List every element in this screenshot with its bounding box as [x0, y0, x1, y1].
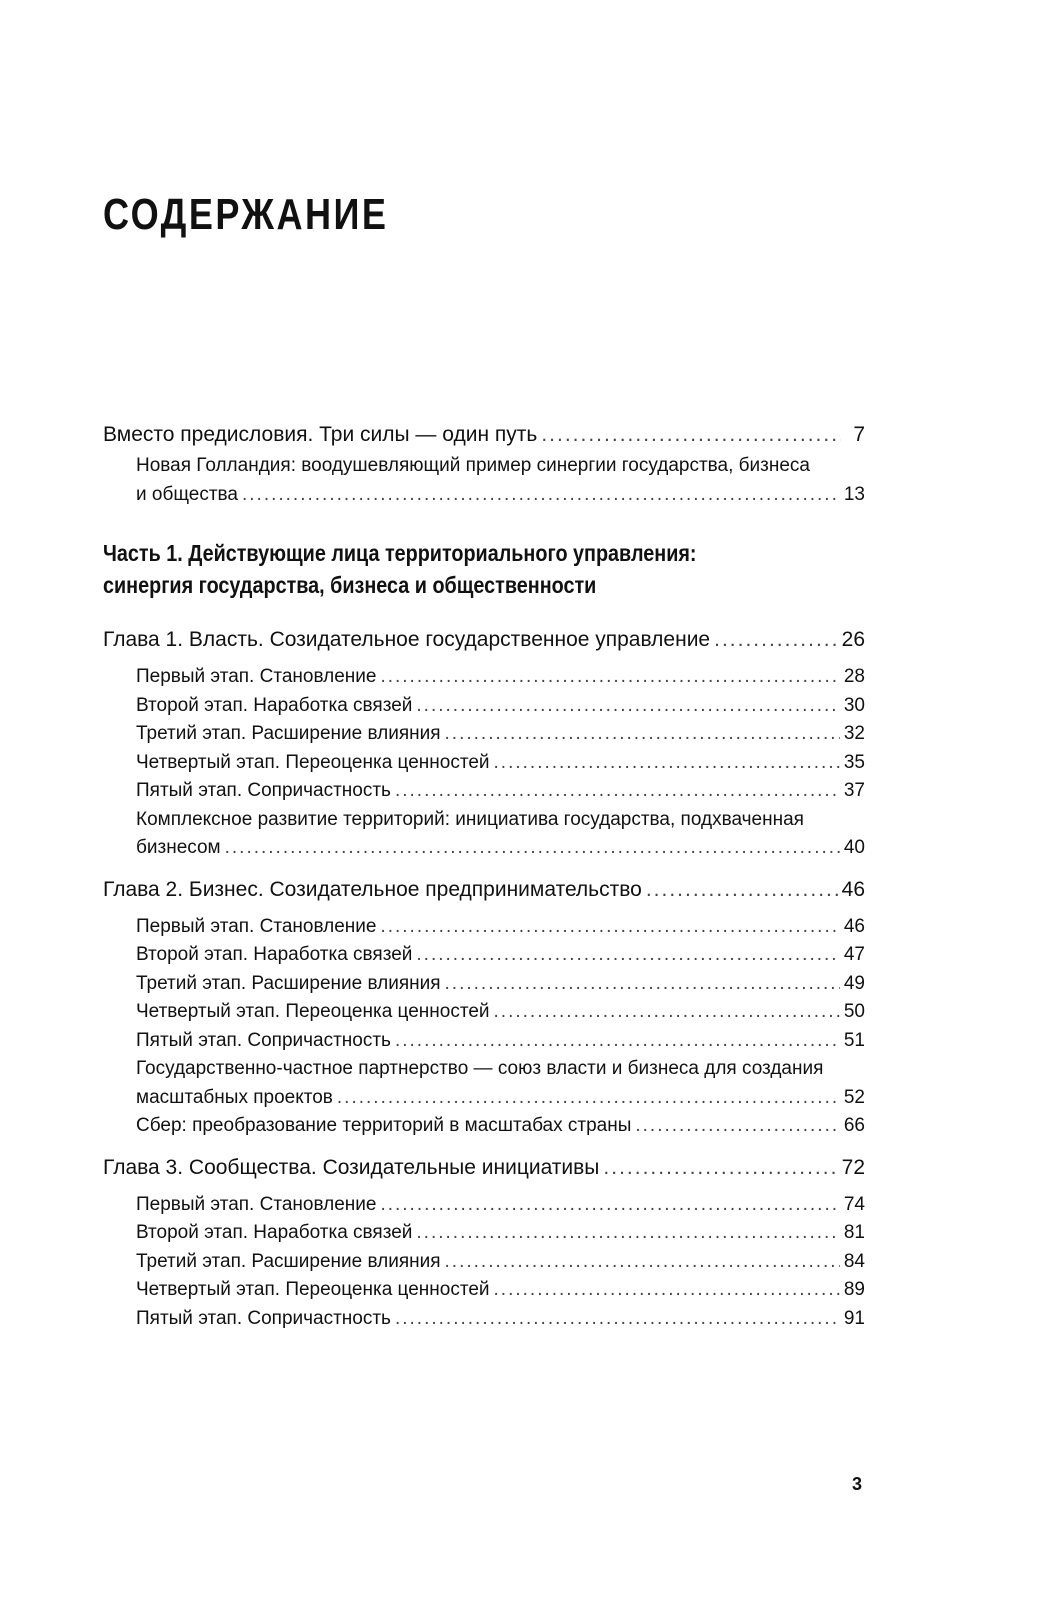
- toc-page-number: 37: [843, 780, 865, 801]
- toc-chapter-2[interactable]: [103, 873, 865, 907]
- toc-entry-line2: [136, 1084, 865, 1113]
- toc-entry-label-line1: Новая Голландия: воодушевляющий пример синергии государства, бизнеса: [136, 455, 810, 476]
- toc-subentry[interactable]: [103, 941, 865, 970]
- toc-page-number: 13: [843, 483, 865, 505]
- toc-entry-label: Глава 1. Власть. Созидательное государственное управление: [103, 628, 711, 651]
- toc-subentry[interactable]: [103, 970, 865, 999]
- toc-subentry[interactable]: [103, 1027, 865, 1056]
- toc-page-number: 72: [841, 1155, 865, 1179]
- dot-leader: [603, 1151, 837, 1185]
- toc-entry-line2: [136, 834, 865, 863]
- dot-leader: [541, 418, 841, 452]
- toc-subentry[interactable]: [103, 1191, 865, 1220]
- toc-entry-label: масштабных проектов: [136, 1086, 333, 1108]
- toc-entry-label: Четвертый этап. Переоценка ценностей: [136, 751, 490, 773]
- toc-page-number: 81: [843, 1222, 865, 1243]
- toc-page-number: 46: [841, 877, 865, 901]
- toc-page-number: 26: [841, 628, 865, 651]
- toc-page-number: 50: [843, 1001, 865, 1022]
- toc-chapter-1[interactable]: [103, 623, 865, 657]
- part-heading-line2: синергия государства, бизнеса и общественности: [103, 572, 597, 598]
- toc-entry-label: Пятый этап. Сопричастность: [136, 1029, 391, 1051]
- dot-leader: [416, 1219, 839, 1248]
- toc-subentry[interactable]: [103, 913, 865, 942]
- toc-page-number: 40: [843, 837, 865, 858]
- toc-entry-label: Четвертый этап. Переоценка ценностей: [136, 1001, 490, 1022]
- toc-page-number: 47: [843, 944, 865, 965]
- toc-page-number: 35: [843, 751, 865, 773]
- table-of-contents: [103, 418, 865, 1333]
- toc-entry-label-line2: и общества: [136, 483, 238, 505]
- toc-page-number: 49: [843, 972, 865, 994]
- toc-subentry[interactable]: [103, 663, 865, 692]
- page-title: СОДЕРЖАНИЕ: [103, 190, 389, 239]
- toc-entry-label: Сбер: преобразование территорий в масштабах страны: [136, 1115, 632, 1136]
- toc-entry-label: Первый этап. Становление: [136, 915, 377, 937]
- toc-entry-new-holland[interactable]: [103, 452, 865, 509]
- toc-page-number: 46: [843, 915, 865, 937]
- toc-entry-label: Третий этап. Расширение влияния: [136, 972, 441, 994]
- dot-leader: [646, 873, 838, 907]
- toc-entry-intro[interactable]: [103, 418, 865, 452]
- dot-leader: [380, 663, 839, 692]
- toc-subentry[interactable]: [103, 1305, 865, 1334]
- dot-leader: [635, 1112, 840, 1141]
- toc-chapter-3[interactable]: [103, 1151, 865, 1185]
- toc-page-number: 30: [843, 694, 865, 716]
- toc-entry-label: Второй этап. Наработка связей: [136, 944, 413, 965]
- toc-entry-label: Пятый этап. Сопричастность: [136, 1307, 391, 1329]
- toc-entry-label: Первый этап. Становление: [136, 1193, 377, 1215]
- toc-subentry[interactable]: [103, 998, 865, 1027]
- page-number: 3: [852, 1474, 863, 1494]
- dot-leader: [416, 692, 839, 721]
- toc-page-number: 28: [843, 666, 865, 687]
- dot-leader: [494, 998, 840, 1027]
- toc-page-number: 89: [843, 1279, 865, 1300]
- toc-subentry-multiline[interactable]: [103, 1055, 865, 1112]
- part-heading-line1: Часть 1. Действующие лица территориального управления:: [103, 540, 697, 566]
- toc-page-number: 74: [843, 1193, 865, 1215]
- toc-entry-label: Пятый этап. Сопричастность: [136, 780, 391, 801]
- toc-entry-label: Второй этап. Наработка связей: [136, 1222, 413, 1243]
- dot-leader: [416, 941, 839, 970]
- toc-entry-label: Глава 3. Сообщества. Созидательные инициативы: [103, 1155, 600, 1179]
- toc-entry-label: бизнесом: [136, 837, 221, 858]
- dot-leader: [395, 1027, 840, 1056]
- toc-subentry[interactable]: [103, 1276, 865, 1305]
- toc-subentry[interactable]: [103, 1248, 865, 1277]
- toc-entry-label: Глава 2. Бизнес. Созидательное предпринимательство: [103, 877, 642, 901]
- toc-subentry[interactable]: [103, 1219, 865, 1248]
- toc-entry-label: Вместо предисловия. Три силы — один путь: [103, 423, 538, 446]
- toc-page-number: 7: [853, 423, 865, 446]
- toc-entry-label: Третий этап. Расширение влияния: [136, 1250, 441, 1272]
- toc-page-number: 51: [843, 1029, 865, 1051]
- toc-subentry[interactable]: [103, 777, 865, 806]
- chapters-list: [103, 623, 865, 1333]
- toc-page-number: 52: [843, 1086, 865, 1108]
- toc-page-number: 32: [843, 723, 865, 744]
- dot-leader: [242, 481, 840, 510]
- dot-leader: [380, 1191, 839, 1220]
- toc-entry-label: Третий этап. Расширение влияния: [136, 723, 441, 744]
- toc-subentry-multiline[interactable]: [103, 806, 865, 863]
- dot-leader: [714, 623, 838, 657]
- dot-leader: [494, 749, 840, 778]
- toc-subentry[interactable]: [103, 1112, 865, 1141]
- dot-leader: [445, 970, 840, 999]
- dot-leader: [395, 1305, 840, 1334]
- toc-entry-label-line1: Комплексное развитие территорий: инициатива государства, подхваченная: [136, 808, 804, 830]
- toc-entry-label: Первый этап. Становление: [136, 666, 377, 687]
- toc-subentry[interactable]: [103, 720, 865, 749]
- toc-entry-label: Второй этап. Наработка связей: [136, 694, 413, 716]
- part-heading: [103, 537, 860, 601]
- dot-leader: [337, 1084, 840, 1113]
- dot-leader: [380, 913, 839, 942]
- toc-page-number: 84: [843, 1250, 865, 1272]
- toc-subentry[interactable]: [103, 749, 865, 778]
- toc-page-number: 91: [843, 1307, 865, 1329]
- dot-leader: [445, 720, 840, 749]
- toc-page-number: 66: [843, 1115, 865, 1136]
- toc-entry-label: Четвертый этап. Переоценка ценностей: [136, 1279, 490, 1300]
- dot-leader: [395, 777, 840, 806]
- dot-leader: [494, 1276, 840, 1305]
- toc-subentry[interactable]: [103, 692, 865, 721]
- dot-leader: [225, 834, 840, 863]
- toc-entry-label-line1: Государственно-частное партнерство — союз власти и бизнеса для создания: [136, 1058, 824, 1079]
- dot-leader: [445, 1248, 840, 1277]
